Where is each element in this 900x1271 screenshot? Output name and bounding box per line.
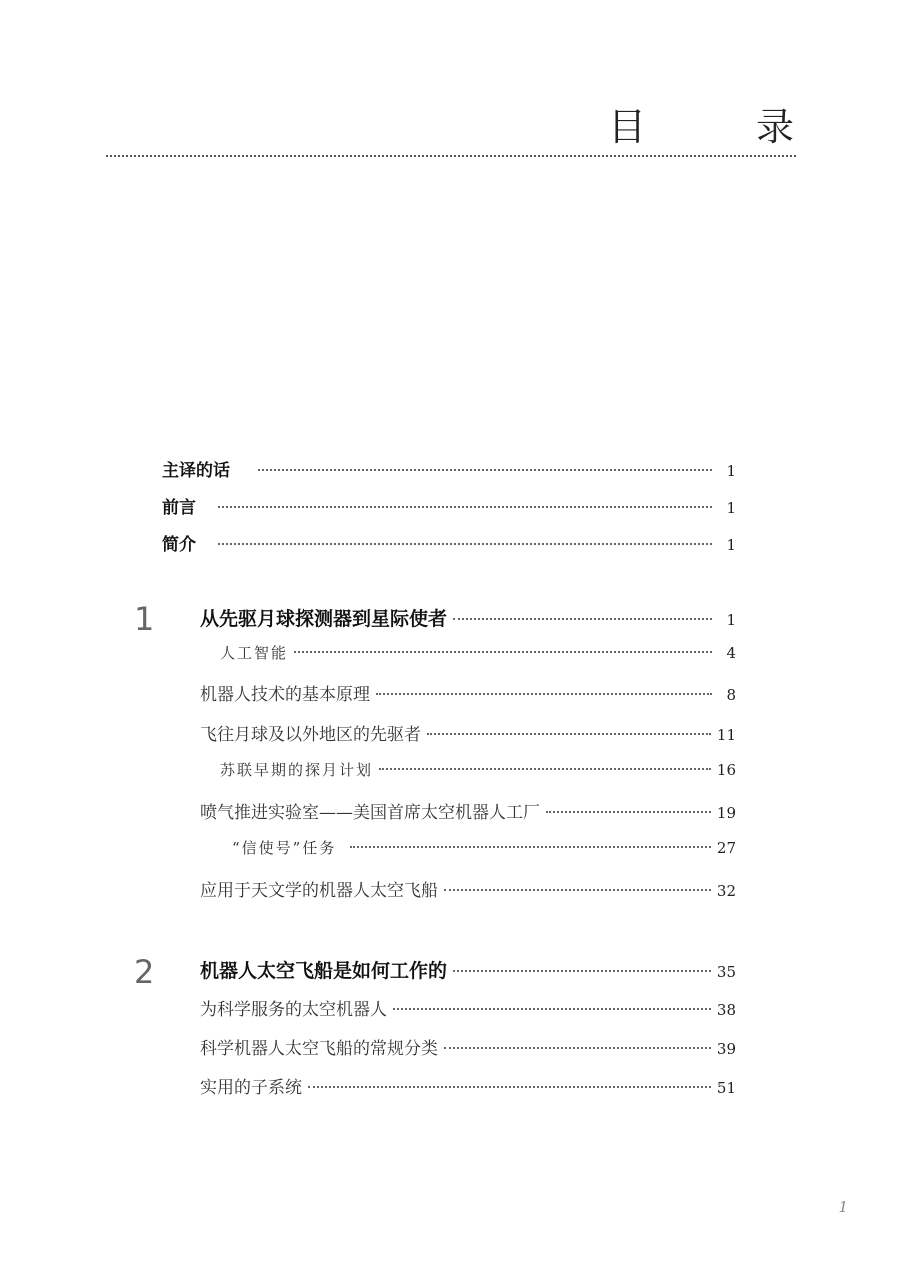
chapter-title: 机器人太空飞船是如何工作的 (200, 960, 448, 982)
toc-entry[interactable] (232, 837, 736, 863)
dot-leader (258, 469, 712, 471)
title-divider (106, 155, 796, 157)
toc-entry-page: 8 (726, 686, 736, 704)
chapter-title: 从先驱月球探测器到星际使者 (200, 608, 448, 630)
toc-entry-label: 主译的话 (162, 461, 230, 481)
toc-entry[interactable] (200, 1034, 736, 1060)
chapter-number: 1 (134, 600, 155, 638)
toc-chapter-1[interactable] (200, 604, 736, 630)
toc-entry-page: 19 (716, 804, 736, 822)
toc-entry-label: 科学机器人太空飞船的常规分类 (200, 1039, 438, 1059)
toc-entry-label: 简介 (162, 535, 196, 555)
toc-entry-page: 1 (726, 611, 736, 629)
toc-entry-label: 人工智能 (220, 644, 289, 662)
toc-entry-page: 1 (726, 499, 736, 517)
toc-entry-label: 为科学服务的太空机器人 (200, 1000, 387, 1020)
toc-entry-page: 27 (716, 839, 736, 857)
toc-entry-translator-note[interactable] (162, 456, 736, 482)
dot-leader (444, 889, 711, 891)
dot-leader (546, 811, 711, 813)
toc-entry-page: 16 (716, 761, 736, 779)
toc-entry-label: 实用的子系统 (200, 1078, 302, 1098)
page-number: 1 (838, 1198, 848, 1216)
dot-leader (218, 506, 712, 508)
toc-entry-label: 机器人技术的基本原理 (200, 685, 370, 705)
toc-chapter-2[interactable] (200, 956, 736, 982)
toc-entry-label: 应用于天文学的机器人太空飞船 (200, 881, 438, 901)
toc-entry-page: 1 (726, 536, 736, 554)
toc-entry-preface[interactable] (162, 493, 736, 519)
toc-entry[interactable] (220, 642, 736, 668)
toc-entry-label: 喷气推进实验室——美国首席太空机器人工厂 (200, 803, 540, 823)
toc-entry[interactable] (220, 759, 736, 785)
toc-entry-page: 38 (716, 1001, 736, 1019)
chapter-number: 2 (134, 953, 155, 991)
dot-leader (350, 846, 711, 848)
toc-entry-page: 11 (716, 726, 736, 744)
toc-entry-page: 35 (716, 963, 736, 981)
toc-entry[interactable] (200, 798, 736, 824)
toc-entry[interactable] (200, 680, 736, 706)
toc-entry-page: 1 (726, 462, 736, 480)
toc-entry-page: 4 (726, 644, 736, 662)
toc-entry-page: 51 (716, 1079, 736, 1097)
dot-leader (308, 1086, 711, 1088)
toc-entry-label: 飞往月球及以外地区的先驱者 (200, 725, 421, 745)
dot-leader (427, 733, 711, 735)
dot-leader (393, 1008, 711, 1010)
toc-entry-page: 39 (716, 1040, 736, 1058)
toc-entry-introduction[interactable] (162, 530, 736, 556)
toc-entry-label: 前言 (162, 498, 196, 518)
dot-leader (218, 543, 712, 545)
toc-entry-page: 32 (716, 882, 736, 900)
toc-entry[interactable] (200, 1073, 736, 1099)
dot-leader (444, 1047, 711, 1049)
dot-leader (453, 970, 711, 972)
toc-entry-label: 苏联早期的探月计划 (220, 761, 374, 779)
toc-entry[interactable] (200, 995, 736, 1021)
dot-leader (376, 693, 712, 695)
dot-leader (294, 651, 712, 653)
toc-entry[interactable] (200, 876, 736, 902)
dot-leader (453, 618, 712, 620)
page-title: 目 录 (607, 105, 830, 149)
toc-entry-label: “信使号”任务 (232, 839, 337, 857)
toc-entry[interactable] (200, 720, 736, 746)
dot-leader (379, 768, 711, 770)
